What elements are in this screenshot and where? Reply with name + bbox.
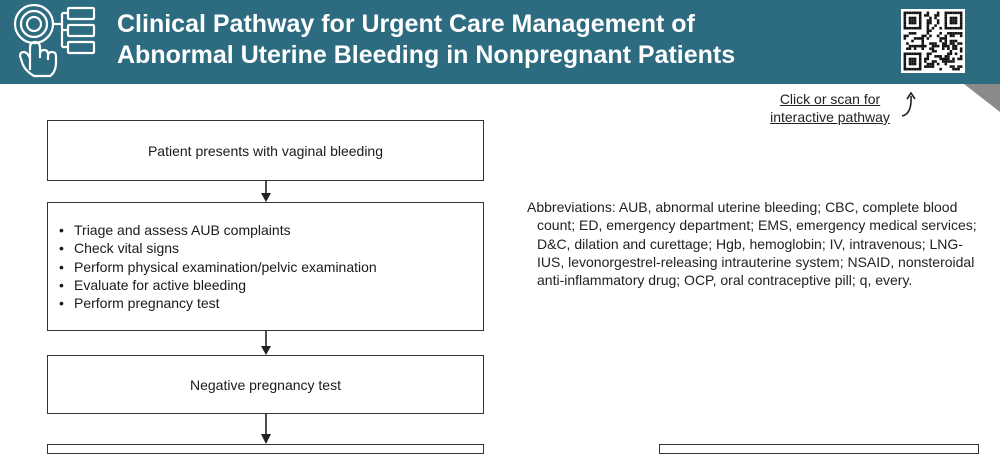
page-title — [117, 9, 877, 71]
qr-code[interactable] — [901, 9, 965, 73]
interactive-link-line-1: Click or scan for — [779, 91, 881, 107]
header-banner — [0, 0, 1000, 84]
flow-arrow-2 — [259, 331, 273, 355]
flow-step-presentation-text: Patient presents with vaginal bleeding — [147, 142, 384, 159]
flow-step-negative-test — [47, 355, 484, 414]
assessment-item: • Perform physical examination/pelvic examination — [74, 258, 483, 276]
title-line-2: Abnormal Uterine Bleeding in Nonpregnant Patients — [117, 41, 736, 69]
assessment-item: • Check vital signs — [74, 239, 483, 257]
assessment-list — [48, 203, 483, 312]
curved-arrow-icon — [898, 90, 922, 120]
abbreviations-text: Abbreviations: AUB, abnormal uterine bleeding; CBC, complete blood count; ED, emergency department; EMS, emergency medical services; D&C, dilation and curettage; Hgb, hemoglobin; IV, intravenous; LNG-IUS, levonorgestrel-releasing intrauterine system; NSAID, nonsteroidal anti-inflammatory drug; OCP, oral contraceptive pill; q, every. — [527, 199, 977, 289]
flow-step-presentation — [47, 120, 484, 181]
assessment-item: • Triage and assess AUB complaints — [74, 221, 483, 239]
flow-side-box — [659, 444, 979, 454]
touch-flowchart-icon — [12, 4, 102, 80]
flow-arrow-1 — [259, 181, 273, 202]
assessment-item: • Perform pregnancy test — [74, 294, 483, 312]
title-line-1: Clinical Pathway for Urgent Care Management of — [117, 10, 695, 38]
flow-step-negative-test-text: Negative pregnancy test — [190, 376, 341, 393]
flow-arrow-3 — [259, 414, 273, 444]
page-corner-fold — [964, 84, 1000, 112]
interactive-pathway-link[interactable] — [760, 90, 900, 126]
flow-step-next — [47, 444, 484, 454]
flow-step-assessment — [47, 202, 484, 331]
interactive-link-line-2: interactive pathway — [770, 109, 890, 125]
assessment-item: • Evaluate for active bleeding — [74, 276, 483, 294]
